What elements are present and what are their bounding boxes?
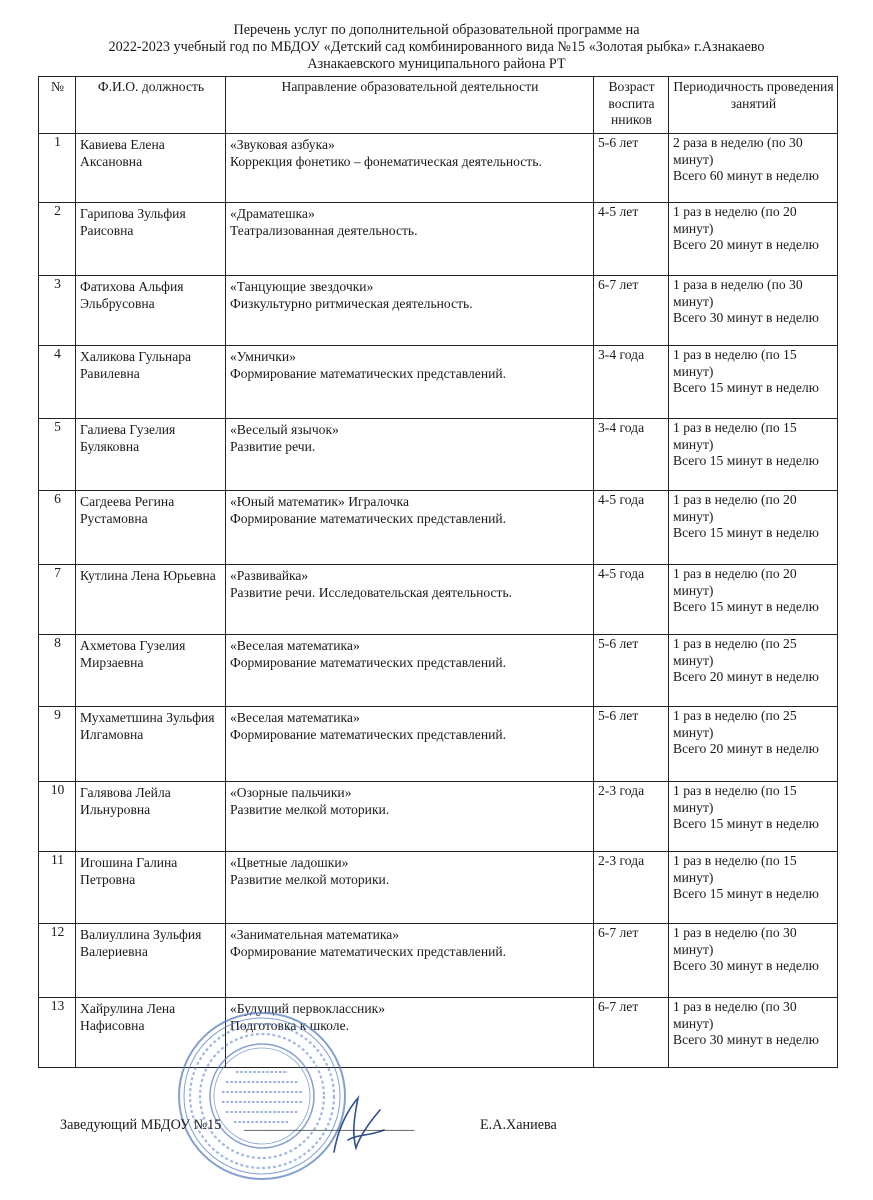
row-fio: Халикова Гульнара Равилевна: [76, 346, 226, 419]
table-row: [39, 491, 838, 565]
row-total: Всего 20 минут в неделю: [673, 669, 819, 684]
row-period: [669, 346, 838, 419]
row-num: 4: [39, 346, 76, 419]
row-age: 6-7 лет: [594, 924, 669, 998]
row-total: Всего 20 минут в неделю: [673, 237, 819, 252]
row-period: [669, 276, 838, 346]
table-row: [39, 924, 838, 998]
row-direction: [226, 346, 594, 419]
row-period: [669, 998, 838, 1068]
row-activity: Развитие речи. Исследовательская деятельность.: [230, 584, 513, 600]
row-course: «Озорные пальчики»: [230, 785, 352, 800]
row-frequency: 1 раз в неделю (по 15 минут): [673, 347, 797, 379]
stamp-center-text-marks: [222, 1072, 302, 1122]
row-frequency: 1 раз в неделю (по 20 минут): [673, 204, 797, 236]
row-frequency: 1 раз в неделю (по 20 минут): [673, 492, 797, 524]
row-activity: Формирование математических представлений.: [230, 365, 507, 381]
row-activity: Формирование математических представлений.: [230, 510, 507, 526]
row-course: «Юный математик» Игралочка: [230, 494, 410, 509]
row-fio: Гарипова Зульфия Раисовна: [76, 203, 226, 276]
row-fio: Фатихова Альфия Эльбрусовна: [76, 276, 226, 346]
row-period: [669, 707, 838, 782]
row-age: 3-4 года: [594, 419, 669, 491]
row-frequency: 1 раз в неделю (по 30 минут): [673, 925, 797, 957]
title-line-3: Азнакаевского муниципального района РТ: [307, 56, 566, 72]
row-fio: Сагдеева Регина Рустамовна: [76, 491, 226, 565]
row-num: 9: [39, 707, 76, 782]
row-age: 5-6 лет: [594, 134, 669, 203]
row-num: 10: [39, 782, 76, 852]
row-period: [669, 134, 838, 203]
row-total: Всего 15 минут в неделю: [673, 525, 819, 540]
table-row: [39, 134, 838, 203]
row-frequency: 1 раз в неделю (по 30 минут): [673, 999, 797, 1031]
row-age: 6-7 лет: [594, 998, 669, 1068]
table-row: [39, 203, 838, 276]
row-course: «Танцующие звездочки»: [230, 279, 374, 294]
services-table: [38, 76, 838, 1068]
row-total: Всего 60 минут в неделю: [673, 168, 819, 183]
row-total: Всего 30 минут в неделю: [673, 310, 819, 325]
row-age: 2-3 года: [594, 782, 669, 852]
title-line-2: 2022-2023 учебный год по МБДОУ «Детский сад комбинированного вида №15 «Золотая рыбка» г.Азнакаево: [108, 39, 765, 55]
row-period: [669, 491, 838, 565]
row-frequency: 1 раз в неделю (по 25 минут): [673, 708, 797, 740]
row-activity: Подготовка к школе.: [230, 1017, 350, 1033]
row-age: 4-5 года: [594, 491, 669, 565]
row-num: 13: [39, 998, 76, 1068]
signature-line: ________________________: [244, 1117, 415, 1133]
row-age: 6-7 лет: [594, 276, 669, 346]
table-row: [39, 346, 838, 419]
row-age: 5-6 лет: [594, 707, 669, 782]
row-course: «Драматешка»: [230, 206, 315, 221]
table-row: [39, 782, 838, 852]
row-course: «Будущий первоклассник»: [230, 1001, 386, 1016]
row-period: [669, 419, 838, 491]
row-fio: Игошина Галина Петровна: [76, 852, 226, 924]
row-activity: Развитие мелкой моторики.: [230, 801, 390, 817]
table-row: [39, 276, 838, 346]
institution-stamp: [176, 1010, 348, 1182]
row-course: «Звуковая азбука»: [230, 137, 335, 152]
row-period: [669, 203, 838, 276]
table-row: [39, 635, 838, 707]
row-num: 3: [39, 276, 76, 346]
stamp-rings: [179, 1013, 345, 1179]
header-period: Периодичность проведения занятий: [669, 77, 838, 134]
row-fio: Галиева Гузелия Буляковна: [76, 419, 226, 491]
row-total: Всего 20 минут в неделю: [673, 741, 819, 756]
row-period: [669, 782, 838, 852]
row-activity: Формирование математических представлений.: [230, 726, 507, 742]
row-direction: [226, 924, 594, 998]
row-direction: [226, 203, 594, 276]
table-row: [39, 998, 838, 1068]
table-row: [39, 419, 838, 491]
director-name: Е.А.Ханиева: [480, 1117, 557, 1133]
header-age: Возраст воспита нников: [594, 77, 669, 134]
row-direction: [226, 782, 594, 852]
row-num: 12: [39, 924, 76, 998]
row-total: Всего 15 минут в неделю: [673, 886, 819, 901]
row-course: «Веселый язычок»: [230, 422, 339, 437]
row-direction: [226, 565, 594, 635]
row-total: Всего 15 минут в неделю: [673, 816, 819, 831]
table-row: [39, 565, 838, 635]
row-frequency: 1 раза в неделю (по 30 минут): [673, 277, 803, 309]
row-frequency: 2 раза в неделю (по 30 минут): [673, 135, 803, 167]
row-course: «Веселая математика»: [230, 638, 360, 653]
row-direction: [226, 635, 594, 707]
row-total: Всего 15 минут в неделю: [673, 380, 819, 395]
row-age: 4-5 года: [594, 565, 669, 635]
row-period: [669, 852, 838, 924]
table-row: [39, 707, 838, 782]
row-course: «Занимательная математика»: [230, 927, 400, 942]
row-frequency: 1 раз в неделю (по 25 минут): [673, 636, 797, 668]
row-num: 11: [39, 852, 76, 924]
row-frequency: 1 раз в неделю (по 20 минут): [673, 566, 797, 598]
row-num: 1: [39, 134, 76, 203]
stamp-ring-text-marks: [190, 1024, 334, 1168]
row-activity: Театрализованная деятельность.: [230, 222, 418, 238]
row-frequency: 1 раз в неделю (по 15 минут): [673, 420, 797, 452]
row-course: «Цветные ладошки»: [230, 855, 349, 870]
header-direction: Направление образовательной деятельности: [226, 77, 594, 134]
row-fio: Кавиева Елена Аксановна: [76, 134, 226, 203]
row-age: 5-6 лет: [594, 635, 669, 707]
row-fio: Хайрулина Лена Нафисовна: [76, 998, 226, 1068]
row-period: [669, 635, 838, 707]
row-activity: Формирование математических представлений.: [230, 943, 507, 959]
header-fio: Ф.И.О. должность: [76, 77, 226, 134]
row-direction: [226, 852, 594, 924]
row-num: 7: [39, 565, 76, 635]
header-num: №: [39, 77, 76, 134]
row-total: Всего 15 минут в неделю: [673, 453, 819, 468]
row-course: «Развивайка»: [230, 568, 309, 583]
table-row: [39, 852, 838, 924]
row-direction: [226, 419, 594, 491]
row-age: 4-5 лет: [594, 203, 669, 276]
row-num: 6: [39, 491, 76, 565]
table-header-row: [39, 77, 838, 134]
row-frequency: 1 раз в неделю (по 15 минут): [673, 783, 797, 815]
row-activity: Формирование математических представлений.: [230, 654, 507, 670]
row-course: «Веселая математика»: [230, 710, 360, 725]
title-line-1: Перечень услуг по дополнительной образовательной программе на: [233, 22, 640, 38]
row-total: Всего 15 минут в неделю: [673, 599, 819, 614]
row-activity: Развитие мелкой моторики.: [230, 871, 390, 887]
row-age: 2-3 года: [594, 852, 669, 924]
row-activity: Физкультурно ритмическая деятельность.: [230, 295, 473, 311]
row-num: 5: [39, 419, 76, 491]
row-num: 2: [39, 203, 76, 276]
row-activity: Коррекция фонетико – фонематическая деятельность.: [230, 153, 542, 169]
row-direction: [226, 491, 594, 565]
row-fio: Кутлина Лена Юрьевна: [76, 565, 226, 635]
row-direction: [226, 276, 594, 346]
row-num: 8: [39, 635, 76, 707]
director-position: Заведующий МБДОУ №15: [60, 1117, 222, 1133]
row-direction: [226, 134, 594, 203]
row-course: «Умнички»: [230, 349, 296, 364]
document-title: [0, 22, 873, 73]
row-fio: Мухаметшина Зульфия Илгамовна: [76, 707, 226, 782]
row-period: [669, 924, 838, 998]
row-activity: Развитие речи.: [230, 438, 316, 454]
row-fio: Ахметова Гузелия Мирзаевна: [76, 635, 226, 707]
row-frequency: 1 раз в неделю (по 15 минут): [673, 853, 797, 885]
row-total: Всего 30 минут в неделю: [673, 1032, 819, 1047]
row-total: Всего 30 минут в неделю: [673, 958, 819, 973]
row-age: 3-4 года: [594, 346, 669, 419]
row-period: [669, 565, 838, 635]
row-fio: Галявова Лейла Ильнуровна: [76, 782, 226, 852]
row-direction: [226, 707, 594, 782]
row-fio: Валиуллина Зульфия Валериевна: [76, 924, 226, 998]
